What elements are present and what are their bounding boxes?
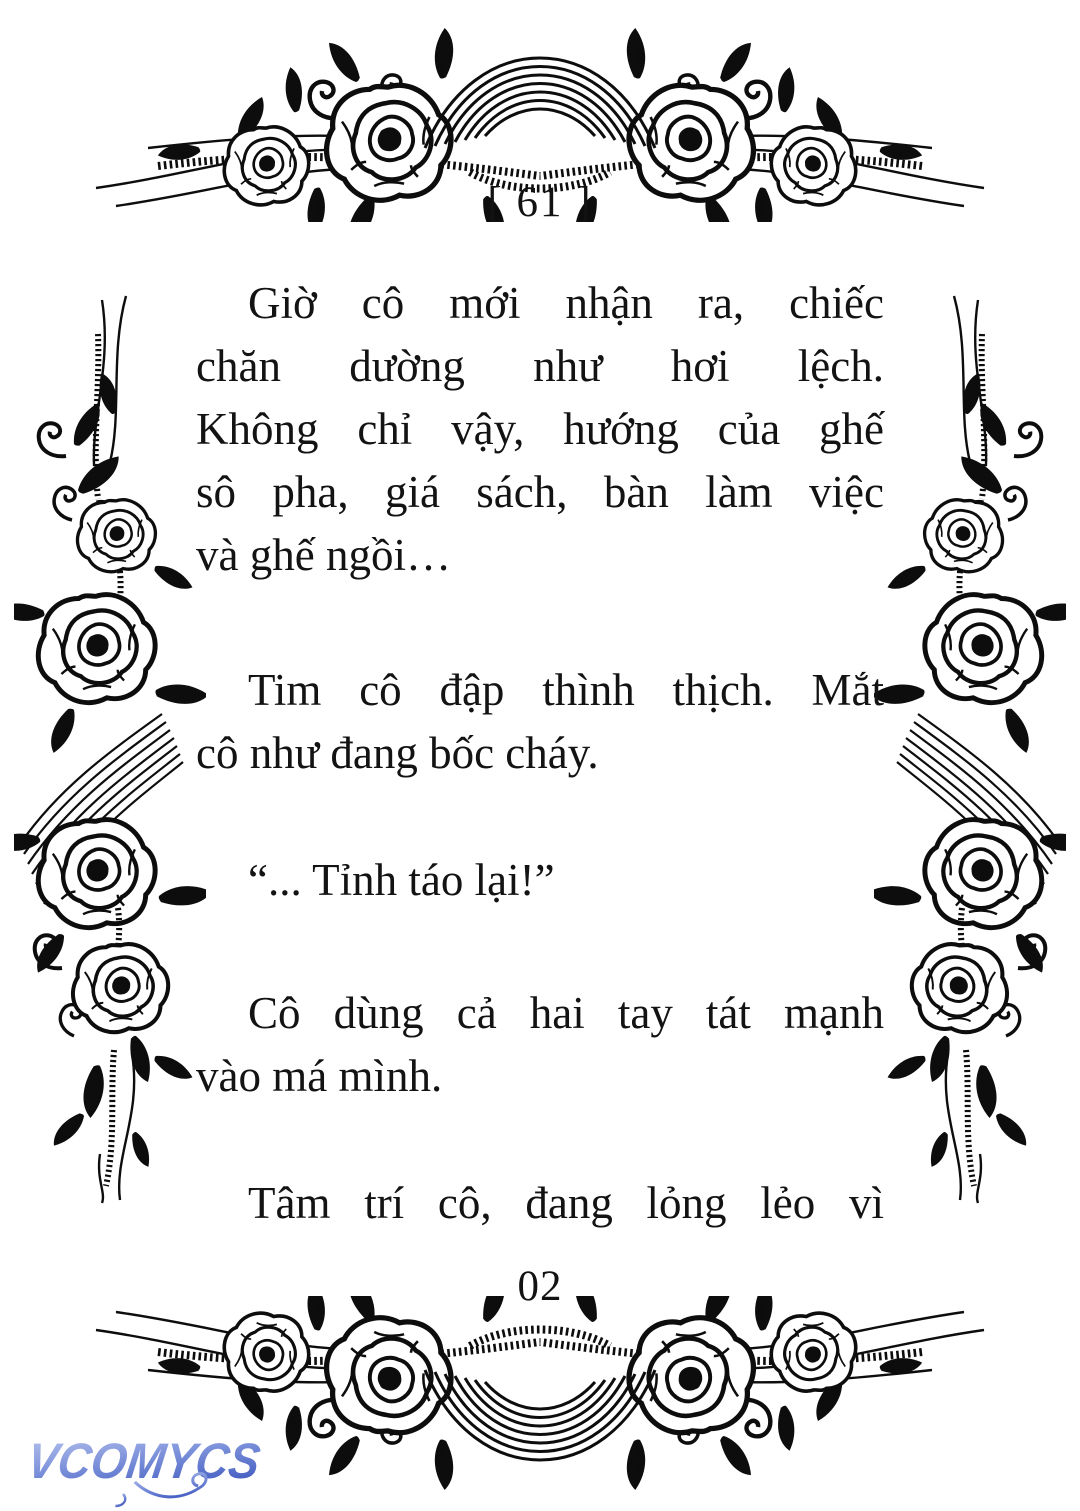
text-line: cô như đang bốc cháy. xyxy=(196,728,599,778)
text-line: Cô dùng cả hai tay tát mạnh xyxy=(248,988,884,1038)
text-line: và ghế ngồi… xyxy=(196,530,451,580)
vcomycs-watermark xyxy=(16,1416,284,1510)
text-line: Giờ cô mới nhận ra, chiếc xyxy=(248,278,884,328)
text-line: sô pha, giá sách, bàn làm việc xyxy=(196,467,884,517)
text-line: vào má mình. xyxy=(196,1051,443,1101)
paragraph xyxy=(196,659,884,785)
header-page-number: [ 61 ] xyxy=(487,179,593,226)
paragraph xyxy=(196,1172,884,1235)
watermark-rose-tail-icon xyxy=(115,1494,126,1506)
text-line: Không chỉ vậy, hướng của ghế xyxy=(196,404,884,454)
text-line: “... Tỉnh táo lại!” xyxy=(248,855,555,905)
paragraph xyxy=(196,849,884,912)
watermark-text: VCOMYCS xyxy=(23,1433,284,1489)
text-line: chăn dường như hơi lệch. xyxy=(196,341,884,391)
right-floral-border xyxy=(874,294,1066,1206)
text-line: Tim cô đập thình thịch. Mắt xyxy=(248,665,884,715)
footer-page-number: 02 xyxy=(517,1263,563,1310)
text-line: Tâm trí cô, đang lỏng lẻo vì xyxy=(248,1178,884,1228)
paragraph xyxy=(196,272,884,587)
paragraph xyxy=(196,982,884,1108)
left-floral-border xyxy=(14,294,206,1206)
